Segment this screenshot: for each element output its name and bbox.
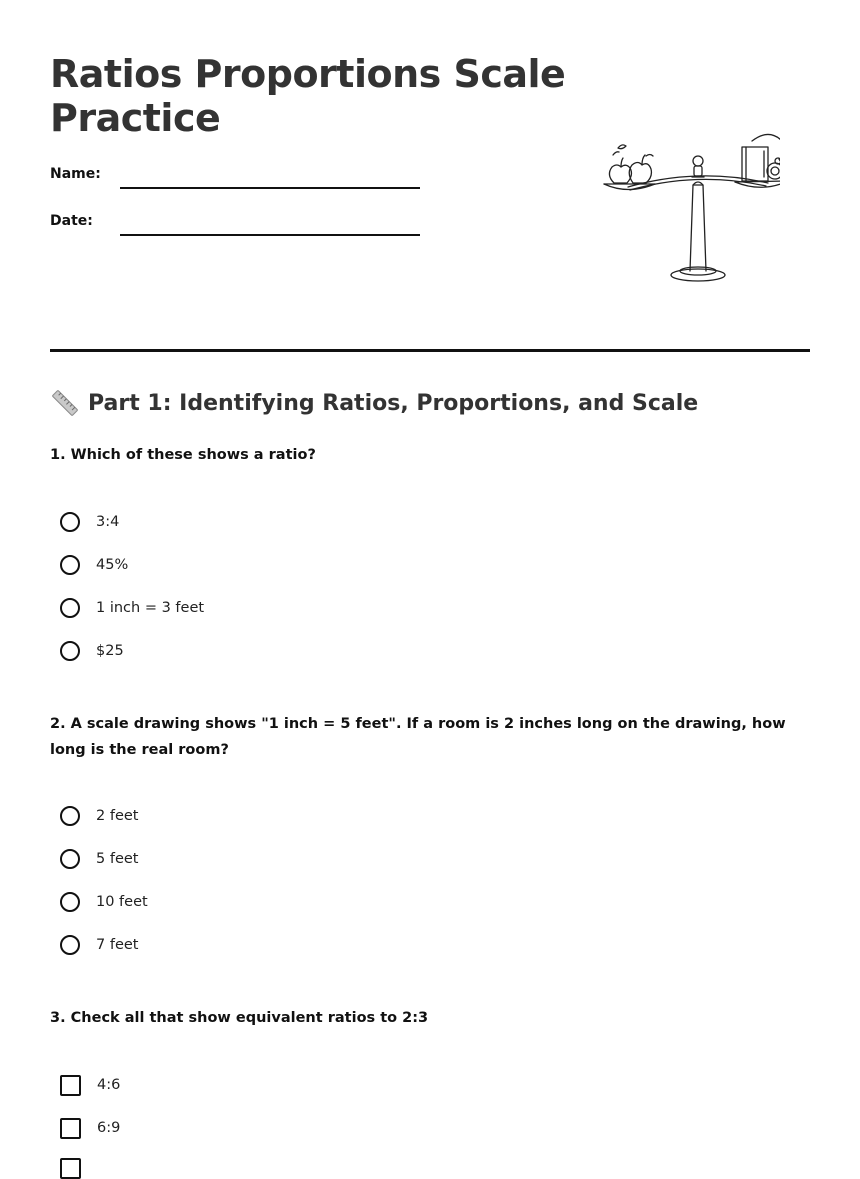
option-label: $25	[96, 643, 124, 659]
q2-option-2[interactable]	[60, 846, 138, 872]
radio-button[interactable]	[60, 849, 80, 869]
name-field[interactable]	[120, 187, 420, 189]
q1-option-3[interactable]	[60, 595, 204, 621]
radio-button[interactable]	[60, 935, 80, 955]
q3-option-1[interactable]	[60, 1072, 120, 1098]
section-heading-part-1	[50, 388, 698, 418]
question-1: 1. Which of these shows a ratio?	[50, 447, 316, 463]
question-3: 3. Check all that show equivalent ratios to 2:3	[50, 1010, 429, 1026]
radio-button[interactable]	[60, 641, 80, 661]
option-label: 3:4	[96, 514, 120, 530]
option-label: 5 feet	[96, 851, 139, 867]
q2-option-1[interactable]	[60, 803, 138, 829]
ruler-icon	[50, 388, 80, 418]
page-title: Ratios Proportions Scale Practice	[50, 52, 566, 140]
section-heading-text: Part 1: Identifying Ratios, Proportions, and Scale	[88, 390, 699, 416]
option-label: 6:9	[97, 1120, 121, 1136]
checkbox[interactable]	[60, 1075, 81, 1096]
q1-option-4[interactable]	[60, 638, 124, 664]
q3-option-2[interactable]	[60, 1115, 120, 1141]
option-label: 10 feet	[96, 894, 148, 910]
checkbox[interactable]	[60, 1158, 81, 1179]
option-label: 2 feet	[96, 808, 139, 824]
radio-button[interactable]	[60, 892, 80, 912]
radio-button[interactable]	[60, 555, 80, 575]
section-divider	[50, 349, 810, 352]
q1-option-2[interactable]	[60, 552, 128, 578]
name-label: Name:	[50, 166, 101, 182]
q2-option-3[interactable]	[60, 889, 148, 915]
radio-button[interactable]	[60, 512, 80, 532]
balance-scale-icon	[570, 125, 780, 295]
date-field[interactable]	[120, 234, 420, 236]
option-label: 4:6	[97, 1077, 121, 1093]
date-label: Date:	[50, 213, 93, 229]
option-label: 1 inch = 3 feet	[96, 600, 205, 616]
option-label: 7 feet	[96, 937, 139, 953]
radio-button[interactable]	[60, 598, 80, 618]
radio-button[interactable]	[60, 806, 80, 826]
q1-option-1[interactable]	[60, 509, 119, 535]
question-2: 2. A scale drawing shows "1 inch = 5 feet". If a room is 2 inches long on the drawing, how long is the real room?	[50, 716, 786, 758]
q2-option-4[interactable]	[60, 932, 138, 958]
checkbox[interactable]	[60, 1118, 81, 1139]
option-label: 45%	[96, 557, 129, 573]
